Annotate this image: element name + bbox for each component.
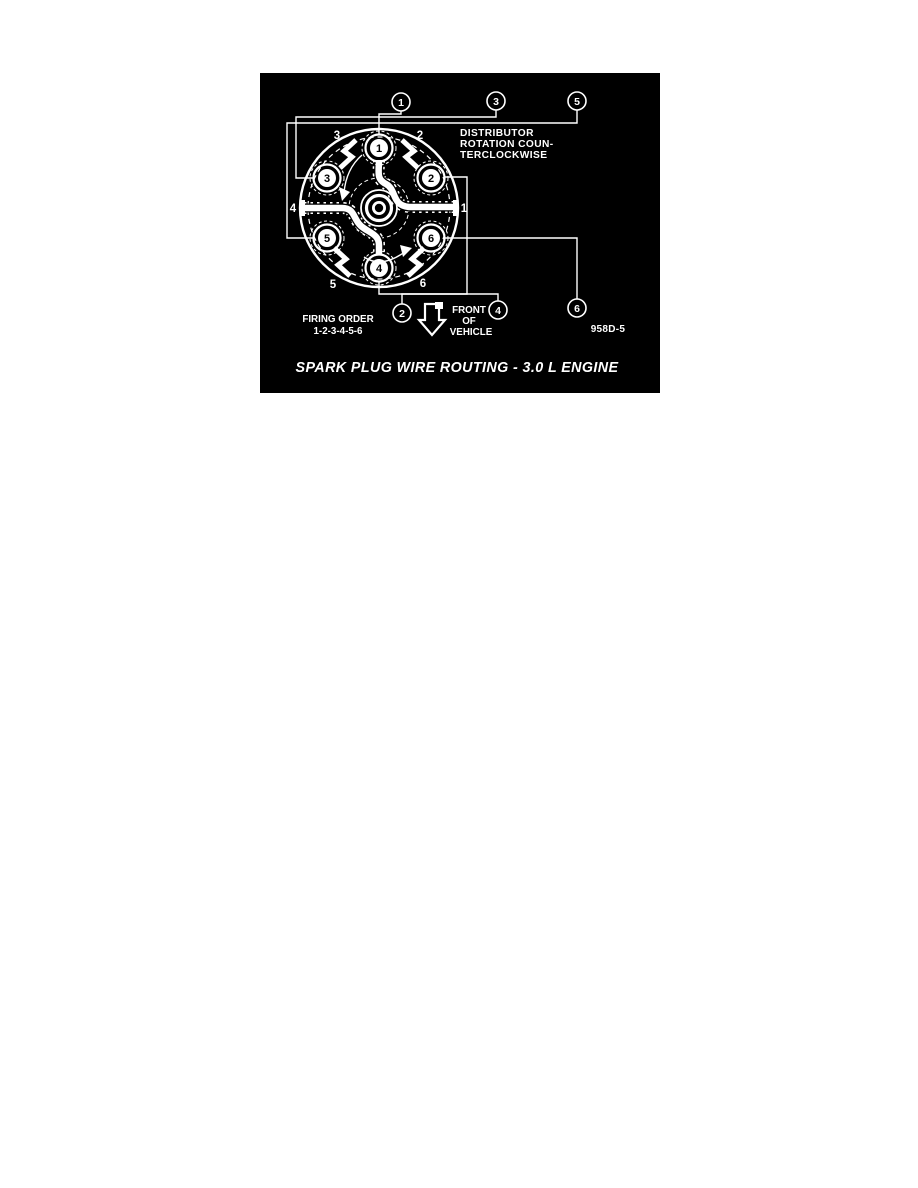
- figure-code: 958D-5: [590, 324, 626, 335]
- tower-4: [362, 251, 396, 285]
- callout-circle-3: [487, 92, 505, 110]
- tower-1: [362, 131, 396, 165]
- callout-4-number: 4: [495, 304, 501, 317]
- edge-label-left: 4: [289, 203, 297, 215]
- firing-order-label: FIRING ORDER: [302, 314, 374, 325]
- edge-label-right: 1: [460, 203, 468, 215]
- wire-stub-tower6: [408, 248, 424, 276]
- callout-circle-1: [392, 93, 410, 111]
- edge-label-bottom-left: 5: [329, 279, 337, 291]
- distributor-diagram: [260, 73, 660, 393]
- leader-line-callout-6: [445, 238, 577, 299]
- wire-stub-tower2: [402, 140, 418, 168]
- edge-label-top-right: 2: [416, 130, 424, 142]
- callout-3-number: 3: [493, 95, 499, 108]
- callout-circle-5: [568, 92, 586, 110]
- callout-circle-4: [489, 301, 507, 319]
- front-of-vehicle-line2: OF: [462, 316, 476, 327]
- tower-2-number: 2: [427, 173, 435, 185]
- tower-1-number: 1: [375, 143, 383, 155]
- rotor: [361, 190, 397, 226]
- callout-circle-6: [568, 299, 586, 317]
- edge-label-top-left: 3: [333, 130, 341, 142]
- rotation-arrow-left-icon: [339, 155, 362, 201]
- tower-4-number: 4: [375, 263, 383, 275]
- firing-order: [302, 314, 373, 337]
- rotation-note-line2: ROTATION COUN-: [460, 139, 554, 150]
- rotation-note: [460, 128, 554, 161]
- front-of-vehicle-line3: VEHICLE: [449, 327, 493, 338]
- callout-circle-2: [393, 304, 411, 322]
- spark-plug-routing-figure: [260, 73, 660, 393]
- front-of-vehicle: [419, 302, 493, 338]
- figure-caption: SPARK PLUG WIRE ROUTING - 3.0 L ENGINE: [295, 360, 619, 376]
- front-of-vehicle-line1: FRONT: [452, 305, 486, 316]
- rotation-note-line3: TERCLOCKWISE: [460, 150, 548, 161]
- tower-6-number: 6: [427, 233, 435, 245]
- callout-2-number: 2: [399, 307, 405, 320]
- edge-label-bottom-right: 6: [419, 278, 427, 290]
- tower-3-number: 3: [323, 173, 331, 185]
- firing-order-sequence: 1-2-3-4-5-6: [313, 326, 363, 337]
- callout-6-number: 6: [574, 302, 580, 315]
- tower-5-number: 5: [323, 233, 331, 245]
- rotation-note-line1: DISTRIBUTOR: [460, 128, 534, 139]
- callout-5-number: 5: [574, 95, 580, 108]
- front-of-vehicle-arrow-icon: [419, 302, 445, 335]
- callout-1-number: 1: [398, 96, 404, 109]
